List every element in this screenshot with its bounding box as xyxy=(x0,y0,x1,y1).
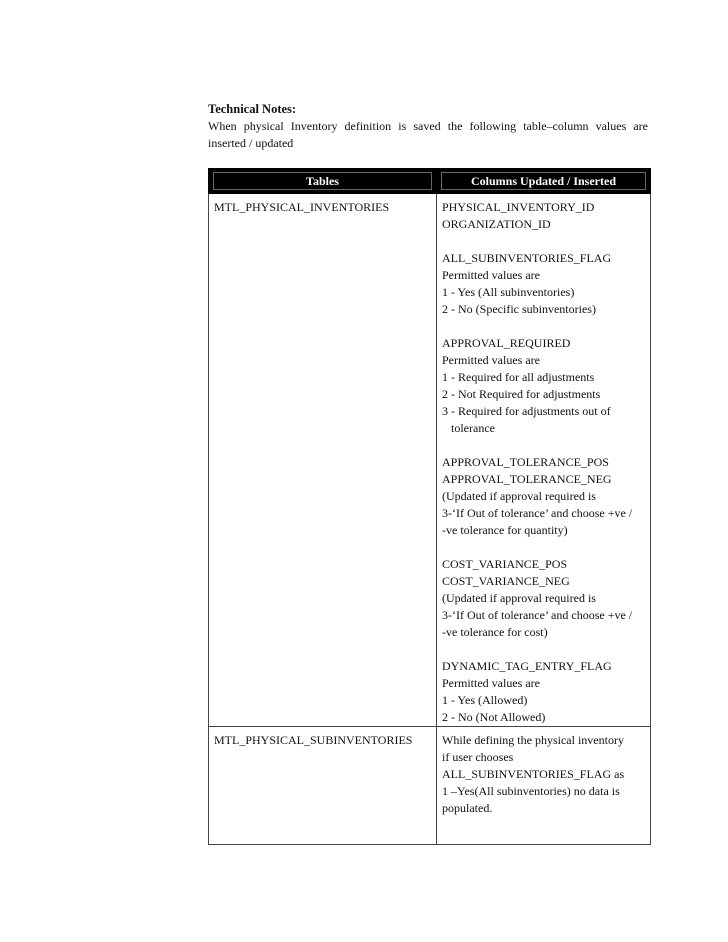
column-line: Permitted values are xyxy=(442,353,540,367)
column-line: DYNAMIC_TAG_ENTRY_FLAG xyxy=(442,659,612,673)
header-columns-label: Columns Updated / Inserted xyxy=(441,172,646,190)
column-group xyxy=(442,732,645,817)
column-line: -ve tolerance for cost) xyxy=(442,625,548,639)
notes-title: Technical Notes: xyxy=(208,102,297,116)
column-line: 1 - Required for all adjustments xyxy=(442,370,595,384)
table-name: MTL_PHYSICAL_INVENTORIES xyxy=(214,200,390,214)
column-line: tolerance xyxy=(451,421,495,435)
column-line: 2 - Not Required for adjustments xyxy=(442,387,601,401)
column-line: (Updated if approval required is xyxy=(442,489,596,503)
column-line: COST_VARIANCE_POS xyxy=(442,557,568,571)
column-line: ALL_SUBINVENTORIES_FLAG xyxy=(442,251,612,265)
column-line: 1 –Yes(All subinventories) no data is xyxy=(442,784,620,798)
column-line: ALL_SUBINVENTORIES_FLAG as xyxy=(442,767,625,781)
column-line: While defining the physical inventory xyxy=(442,733,624,747)
column-line: APPROVAL_TOLERANCE_NEG xyxy=(442,472,612,486)
column-line: (Updated if approval required is xyxy=(442,591,596,605)
column-group xyxy=(442,199,645,233)
table-name: MTL_PHYSICAL_SUBINVENTORIES xyxy=(214,733,413,747)
column-line: Permitted values are xyxy=(442,676,540,690)
column-line: if user chooses xyxy=(442,750,514,764)
column-group xyxy=(442,556,645,641)
column-line: APPROVAL_REQUIRED xyxy=(442,336,571,350)
column-line: -ve tolerance for quantity) xyxy=(442,523,568,537)
technical-notes-section xyxy=(208,100,650,815)
header-tables-label: Tables xyxy=(213,172,432,190)
column-group xyxy=(442,454,645,539)
column-line: ORGANIZATION_ID xyxy=(442,217,551,231)
notes-intro: When physical Inventory definition is saved the following table–column values are inserted / updated xyxy=(208,119,648,150)
column-line: 3-‘If Out of tolerance’ and choose +ve / xyxy=(442,506,633,520)
table-row xyxy=(209,727,651,845)
column-line: COST_VARIANCE_NEG xyxy=(442,574,570,588)
column-line: APPROVAL_TOLERANCE_POS xyxy=(442,455,609,469)
table-name-cell xyxy=(209,194,437,727)
column-group xyxy=(442,250,645,318)
table-header-row xyxy=(209,169,651,194)
column-line: 2 - No (Specific subinventories) xyxy=(442,302,596,316)
tables-columns-table xyxy=(208,168,651,845)
column-group xyxy=(442,335,645,437)
columns-cell xyxy=(437,194,651,727)
column-line: 2 - No (Not Allowed) xyxy=(442,710,546,724)
column-line: 1 - Yes (Allowed) xyxy=(442,693,528,707)
header-tables xyxy=(209,169,437,194)
column-line: 3-‘If Out of tolerance’ and choose +ve / xyxy=(442,608,633,622)
column-line: 3 - Required for adjustments out of xyxy=(442,404,611,418)
table-name-cell xyxy=(209,727,437,845)
column-line: Permitted values are xyxy=(442,268,540,282)
column-line: populated. xyxy=(442,801,493,815)
column-line: 1 - Yes (All subinventories) xyxy=(442,285,575,299)
columns-cell xyxy=(437,727,651,845)
column-line: PHYSICAL_INVENTORY_ID xyxy=(442,200,595,214)
column-group xyxy=(442,658,645,726)
header-columns xyxy=(437,169,651,194)
table-row xyxy=(209,194,651,727)
